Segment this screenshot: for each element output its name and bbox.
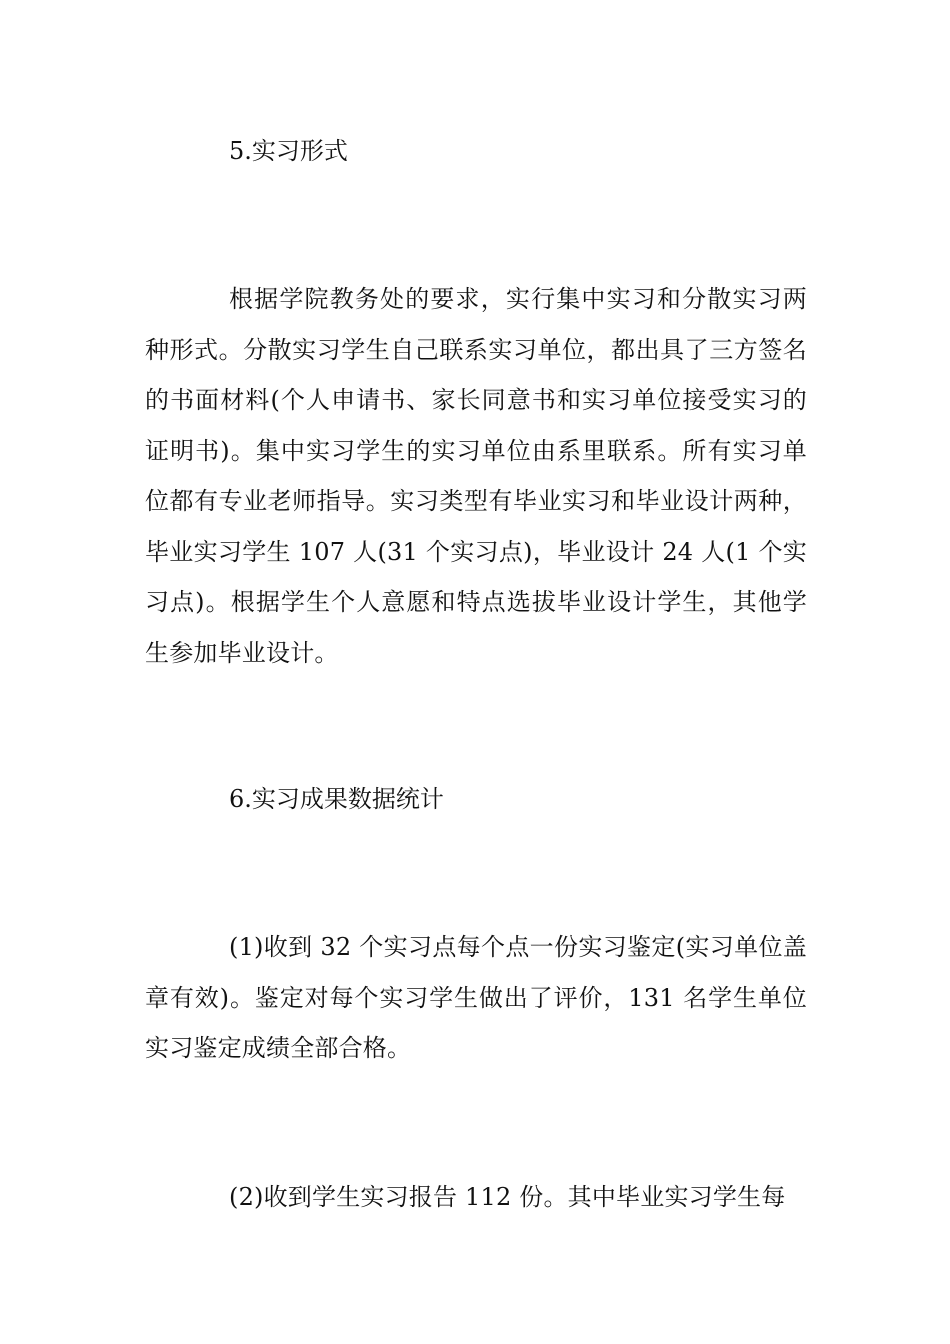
paragraph-results-2: (2)收到学生实习报告 112 份。其中毕业实习学生每 [229,1183,786,1211]
paragraph-internship-form: 根据学院教务处的要求，实行集中实习和分散实习两种形式。分散实习学生自己联系实习单位，都出具了三方签名的书面材料(个人申请书、家长同意书和实习单位接受实习的证明书)。集中实习学生的实习单位由系里联系。所有实习单位都有专业老师指导。实习类型有毕业实习和毕业设计两种，毕业实习学生 107 人(31 个实习点)，毕业设计 24 人(1 个实习点)。根据学生个人意愿和特点选拔毕业设计学生，其他学生参加毕业设计。 [145,285,807,667]
section-heading-results-statistics: 6.实习成果数据统计 [229,785,444,813]
paragraph-results-1: (1)收到 32 个实习点每个点一份实习鉴定(实习单位盖章有效)。鉴定对每个实习学生做出了评价，131 名学生单位实习鉴定成绩全部合格。 [145,933,807,1062]
section-heading-internship-form: 5.实习形式 [229,137,348,165]
